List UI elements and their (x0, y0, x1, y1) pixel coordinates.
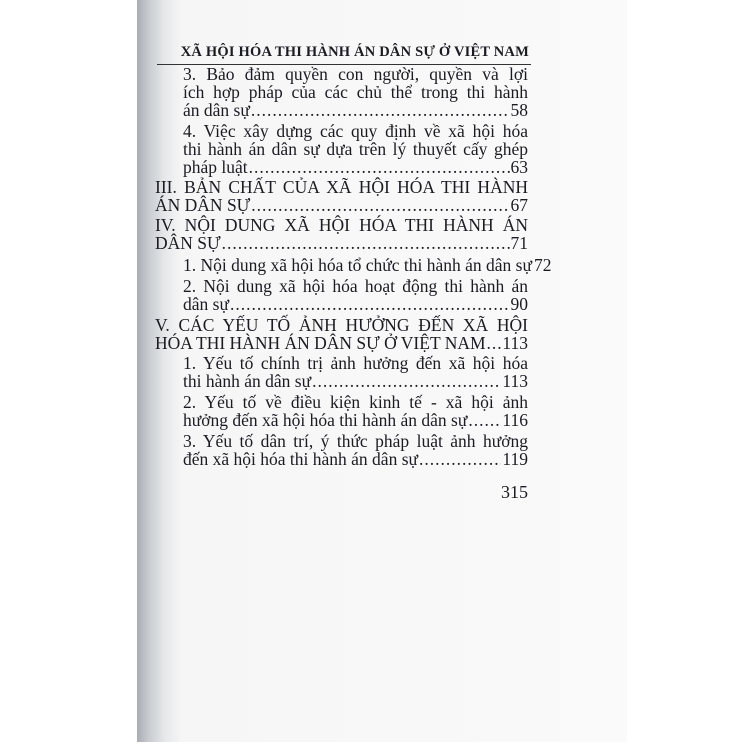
dot-leader (468, 410, 501, 430)
dot-leader (312, 371, 501, 391)
toc-entry-last-line (155, 195, 528, 215)
toc-entry-line: 3. Bảo đảm quyền con người, quyền và lợi (183, 64, 528, 84)
toc-entry-text: thi hành án dân sự (183, 371, 312, 391)
toc-entry-line: 2. Nội dung xã hội hóa hoạt động thi hành án (183, 276, 528, 296)
toc-entry-last-line (183, 410, 528, 430)
dot-leader (222, 233, 510, 253)
toc-page-number: 63 (510, 157, 528, 177)
toc-entry-last-line (183, 100, 528, 120)
toc-page-number: 119 (502, 449, 528, 469)
toc-entry-line: ích hợp pháp của các chủ thể trong thi hành (183, 82, 528, 102)
dot-leader (249, 157, 510, 177)
toc-entry-line: V. CÁC YẾU TỐ ẢNH HƯỞNG ĐẾN XÃ HỘI (155, 315, 528, 335)
toc-entry-line: thi hành án dân sự dựa trên lý thuyết cấy ghép (183, 139, 528, 159)
toc-entry-text: dân sự (183, 294, 229, 314)
toc-entry-line: 2. Yếu tố về điều kiện kinh tế - xã hội ảnh (183, 392, 528, 412)
toc-entry-last-line (183, 255, 552, 275)
toc-page-number: 113 (502, 371, 528, 391)
toc-page-number: 113 (502, 333, 528, 353)
book-page (137, 0, 627, 742)
toc-page-number: 116 (502, 410, 528, 430)
toc-entry-line: III. BẢN CHẤT CỦA XÃ HỘI HÓA THI HÀNH (155, 177, 528, 197)
toc-page-number: 58 (510, 100, 528, 120)
dot-leader (251, 195, 509, 215)
toc-entry-line: 1. Yếu tố chính trị ảnh hưởng đến xã hội hóa (183, 353, 528, 373)
toc-entry-last-line (183, 371, 528, 391)
toc-entry-text: pháp luật (183, 157, 248, 177)
toc-entry-last-line (183, 157, 528, 177)
toc-page-number: 71 (510, 233, 528, 253)
dot-leader (230, 294, 510, 314)
toc-entry-line: 4. Việc xây dựng các quy định về xã hội hóa (183, 121, 528, 141)
toc-entry-last-line (183, 449, 528, 469)
dot-leader (419, 449, 501, 469)
toc-entry-last-line (155, 333, 528, 353)
toc-entry-text: HÓA THI HÀNH ÁN DÂN SỰ Ở VIỆT NAM (155, 333, 486, 353)
toc-entry-text: hưởng đến xã hội hóa thi hành án dân sự (183, 410, 468, 430)
toc-entry-text: án dân sự (183, 100, 250, 120)
toc-entry-line: 3. Yếu tố dân trí, ý thức pháp luật ảnh hưởng (183, 431, 528, 451)
toc-entry-text: ÁN DÂN SỰ (155, 195, 251, 215)
toc-entry-text: đến xã hội hóa thi hành án dân sự (183, 449, 418, 469)
toc-page-number: 72 (533, 255, 552, 275)
toc-entry-last-line (183, 294, 528, 314)
toc-entry-last-line (155, 233, 528, 253)
toc-entry-text: 1. Nội dung xã hội hóa tổ chức thi hành án dân sự (183, 255, 532, 275)
toc-page-number: 90 (510, 294, 528, 314)
dot-leader (487, 333, 502, 353)
page-number: 315 (501, 482, 528, 502)
toc-entry-text: DÂN SỰ (155, 233, 221, 253)
toc-entry-line: IV. NỘI DUNG XÃ HỘI HÓA THI HÀNH ÁN (155, 215, 528, 235)
running-header: XÃ HỘI HÓA THI HÀNH ÁN DÂN SỰ Ở VIỆT NAM (180, 44, 529, 60)
dot-leader (251, 100, 510, 120)
toc-page-number: 67 (510, 195, 528, 215)
